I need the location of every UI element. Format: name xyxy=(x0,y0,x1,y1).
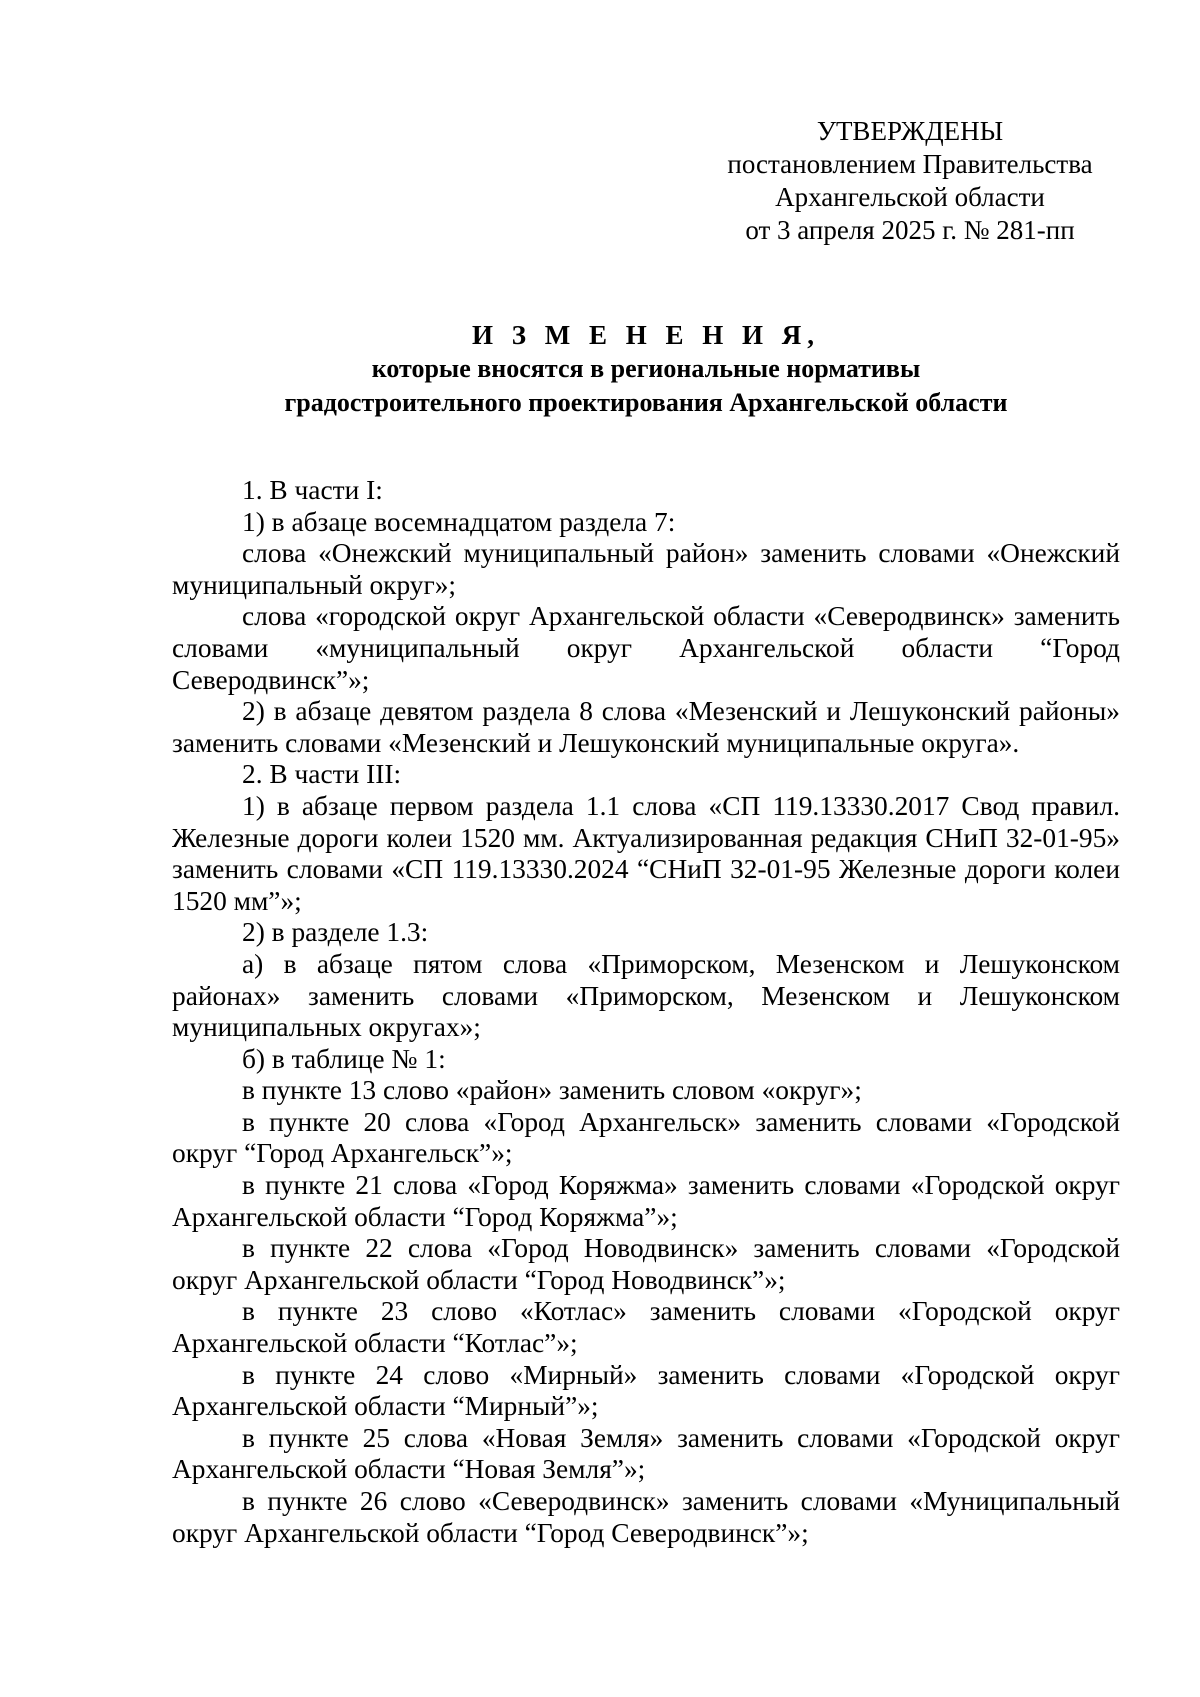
document-title: И З М Е Н Е Н И Я, xyxy=(471,320,820,350)
paragraph-part-1: 1. В части I: xyxy=(242,475,383,505)
paragraph-point-25: в пункте 25 слова «Новая Земля» заменить словами «Городской округ Архангельской области “Новая Земля”»; xyxy=(172,1422,1120,1485)
approval-date-number: от 3 апреля 2025 г. № 281-пп xyxy=(745,215,1075,245)
paragraph-part-3-item-2: 2) в разделе 1.3: xyxy=(242,917,429,948)
document-body xyxy=(172,475,1120,1549)
paragraph-subitem-a: а) в абзаце пятом слова «Приморском, Мезенском и Лешуконском районах» заменить словами «Приморском, Мезенском и Лешуконском муниципальных округах»; xyxy=(172,948,1120,1043)
paragraph-part-3-item-1: 1) в абзаце первом раздела 1.1 слова «СП 119.13330.2017 Свод правил. Железные дороги колеи 1520 мм. Актуализированная редакция СНиП 32-01-95» заменить словами «СП 119.13330.2024 “СНиП 32-01-95 Железные дороги колеи 1520 мм”»; xyxy=(172,790,1120,916)
paragraph-point-26: в пункте 26 слово «Северодвинск» заменить словами «Муниципальный округ Архангельской области “Город Северодвинск”»; xyxy=(172,1486,1120,1548)
paragraph-part-1-item-1: 1) в абзаце восемнадцатом раздела 7: xyxy=(242,506,676,537)
document-subtitle-line-1: которые вносятся в региональные нормативы xyxy=(371,354,921,383)
approval-status: УТВЕРЖДЕНЫ xyxy=(816,116,1004,146)
approval-authority: постановлением Правительства xyxy=(727,149,1093,179)
document-subtitle-line-2: градостроительного проектирования Архангельской области xyxy=(284,388,1008,417)
paragraph-point-13: в пункте 13 слово «район» заменить словом «округ»; xyxy=(242,1075,862,1106)
paragraph-point-23: в пункте 23 слово «Котлас» заменить словами «Городской округ Архангельской области “Котлас”»; xyxy=(172,1296,1120,1359)
approval-stamp-block xyxy=(700,115,1120,247)
paragraph-point-20: в пункте 20 слова «Город Архангельск» заменить словами «Городской округ “Город Архангельск”»; xyxy=(172,1106,1120,1169)
paragraph-point-24: в пункте 24 слово «Мирный» заменить словами «Городской округ Архангельской области “Мирный”»; xyxy=(172,1359,1120,1422)
paragraph-part-3: 2. В части III: xyxy=(242,759,402,790)
paragraph-point-22: в пункте 22 слова «Город Новодвинск» заменить словами «Городской округ Архангельской области “Город Новодвинск”»; xyxy=(172,1233,1120,1295)
paragraph-onega: слова «Онежский муниципальный район» заменить словами «Онежский муниципальный округ»; xyxy=(172,538,1120,600)
paragraph-subitem-b: б) в таблице № 1: xyxy=(242,1043,446,1074)
paragraph-severodvinsk: слова «городской округ Архангельской области «Северодвинск» заменить словами «муниципальный округ Архангельской области “Город Северодвинск”»; xyxy=(172,601,1120,695)
paragraph-part-1-item-2: 2) в абзаце девятом раздела 8 слова «Мезенский и Лешуконский районы» заменить словами «Мезенский и Лешуконский муниципальные округа». xyxy=(172,696,1120,758)
document-heading xyxy=(172,318,1120,420)
paragraph-point-21: в пункте 21 слова «Город Коряжма» заменить словами «Городской округ Архангельской области “Город Коряжма”»; xyxy=(172,1170,1120,1232)
approval-region: Архангельской области xyxy=(775,182,1045,212)
